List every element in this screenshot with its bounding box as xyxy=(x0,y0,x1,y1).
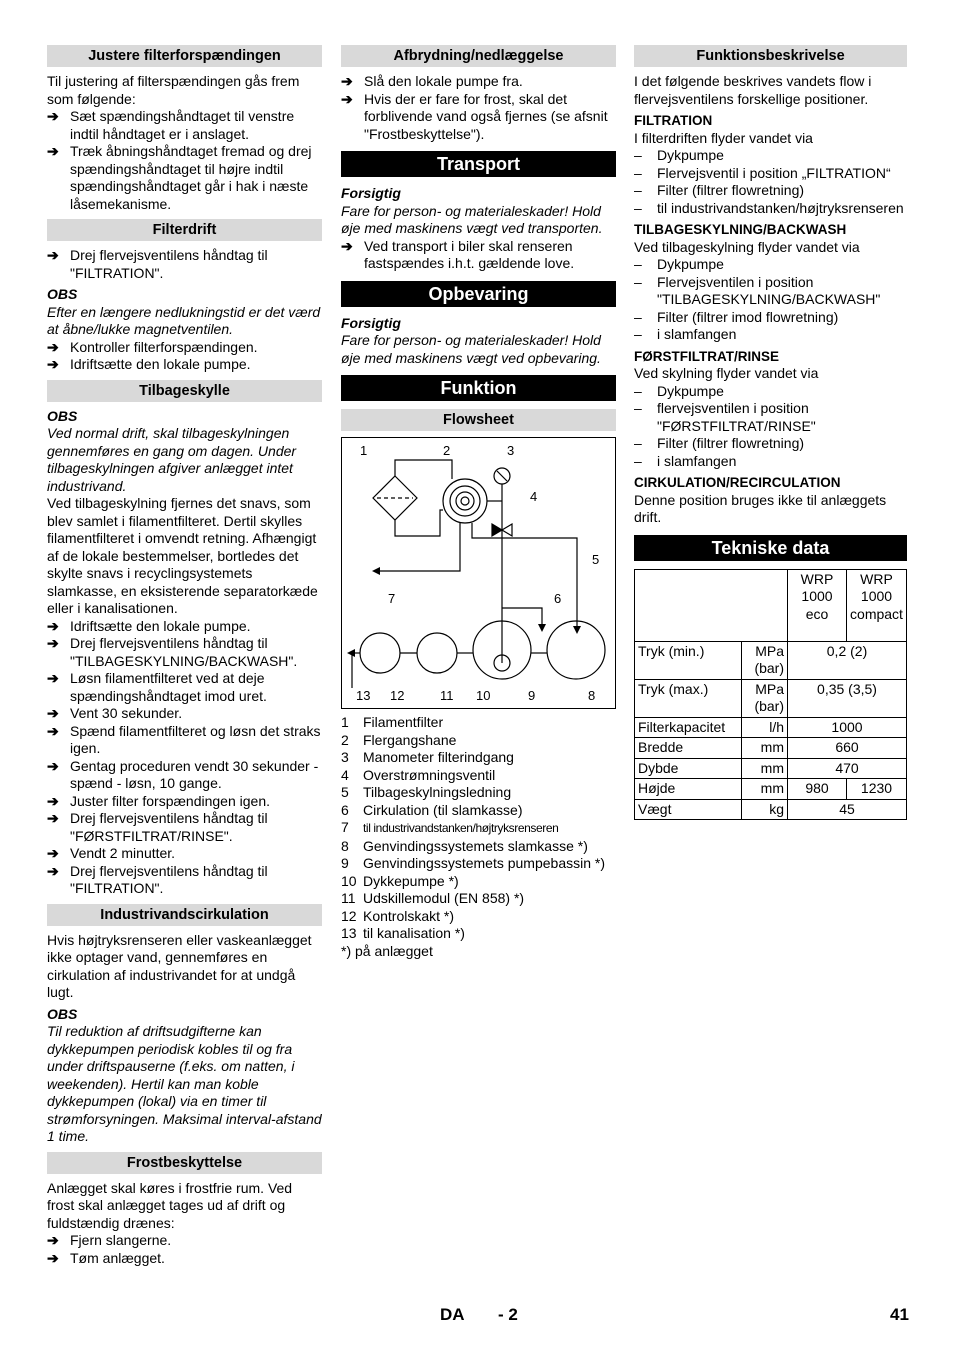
backwash-text: Ved tilbageskylning fjernes det snavs, som blev samlet i filamentfilteret. Dertil skylles filamentfilteret i omvendt retning. Afhængigt af de lokale bestemmelser, bortledes det skylte snavs i recyclingsystemets slamkasse, en eksisterende separatorkæde eller i kanalisationen. xyxy=(47,495,318,616)
step-item: ➔ Hvis der er fare for frost, skal det forblivende vand også fjernes (se afsnit "Frostbeskyttelse"). xyxy=(341,90,608,142)
frost-text: Anlægget skal køres i frostfrie rum. Ved frost skal anlægget tages ud af drift og fuldstændig drænes: xyxy=(47,1179,293,1231)
legend-item: 7 til industrivandstanken/højtryksrenseren xyxy=(341,819,559,835)
table-row: Bredde mm 660 xyxy=(635,738,907,759)
step-item: ➔ Tøm anlægget. xyxy=(47,1249,165,1266)
table-row: Dybde mm 470 xyxy=(635,758,907,779)
flowsheet-svg xyxy=(342,438,615,708)
caution-text: Fare for person- og materialeskader! Hold øje med maskinens vægt ved opbevaring. xyxy=(341,332,601,366)
column-1 xyxy=(47,45,322,1267)
note-label: OBS xyxy=(47,1005,78,1022)
step-item: ➔ Drej flervejsventilens håndtag til "FØRSTFILTRAT/RINSE". xyxy=(47,810,268,844)
backwash-list xyxy=(634,256,907,344)
legend-item: 11 Udskillemodul (EN 858) *) xyxy=(341,890,525,906)
arrow-icon: ➔ xyxy=(47,862,59,879)
sewer-shape xyxy=(360,633,400,673)
diagram-label-12: 12 xyxy=(390,688,405,703)
caution-label: Forsigtig xyxy=(341,314,401,331)
section-title-filter-operation: Filterdrift xyxy=(47,219,322,241)
arrow-icon: ➔ xyxy=(47,1232,59,1248)
arrow-icon: ➔ xyxy=(47,810,59,826)
step-item: ➔ Gentag proceduren vendt 30 sekunder - spænd - løsn, 10 gange. xyxy=(47,757,319,791)
section-title-circulation: Industrivandscirkulation xyxy=(47,904,322,926)
section-title-filter-tension: Justere filterforspændingen xyxy=(47,45,322,67)
frost-steps xyxy=(47,1232,322,1267)
arrow-icon: ➔ xyxy=(47,1249,59,1266)
circulation-text: Hvis højtryksrenseren eller vaskeanlægget ikke optager vand, gennemføres en cirkulation af industrivandet for at undgå lugt. xyxy=(47,931,312,1000)
list-item: – til industrivandstanken/højtryksrenseren xyxy=(634,199,904,216)
table-row: Vægt kg 45 xyxy=(635,799,907,820)
diagram-label-10: 10 xyxy=(476,688,491,703)
arrow-icon: ➔ xyxy=(47,143,59,159)
recirculation-text: Denne position bruges ikke til anlæggets drift. xyxy=(634,491,887,525)
footer-language: DA xyxy=(440,1305,465,1324)
caution-text: Fare for person- og materialeskader! Hold øje med maskinens vægt ved transporten. xyxy=(341,202,603,236)
shutdown-steps xyxy=(341,73,616,143)
diagram-label-4: 4 xyxy=(530,489,538,504)
arrow-icon: ➔ xyxy=(47,247,59,263)
filter-operation-steps-2 xyxy=(47,339,322,374)
list-item: – Dykpumpe xyxy=(634,382,724,399)
filter-operation-steps xyxy=(47,247,322,282)
legend-item: 10 Dykkepumpe *) xyxy=(341,872,459,889)
diagram-label-7: 7 xyxy=(388,591,396,606)
legend-item: 12 Kontrolskakt *) xyxy=(341,907,455,924)
backwash-steps xyxy=(47,618,322,898)
footer-page-number: 41 xyxy=(890,1305,909,1324)
arrow-icon: ➔ xyxy=(47,757,59,774)
flowsheet-legend xyxy=(341,714,616,943)
legend-item: 3 Manometer filterindgang xyxy=(341,749,514,765)
note-text: Til reduktion af driftsudgifterne kan dykkepumpen periodisk kobles til og fra under driftspauserne (f.eks. om natten, i weekenden). Hertil kan man koble dykkepumpen (lokal) via en timer til strømforsyningen. Maksimal interval-afstand 1 time. xyxy=(47,1023,322,1144)
arrow-icon: ➔ xyxy=(47,635,59,651)
rinse-intro: Ved skylning flyder vandet via xyxy=(634,365,819,381)
tech-data-table xyxy=(634,569,907,821)
section-title-frost: Frostbeskyttelse xyxy=(47,1152,322,1174)
section-title-shutdown: Afbrydning/nedlæggelse xyxy=(341,45,616,67)
filtration-title: FILTRATION xyxy=(634,113,713,128)
list-item: – Dykpumpe xyxy=(634,256,724,272)
arrow-icon: ➔ xyxy=(47,705,59,721)
legend-item: 5 Tilbageskylningsledning xyxy=(341,784,512,800)
header-wrp-compact: WRP 1000 compact xyxy=(847,569,907,641)
legend-item: 9 Genvindingssystemets pumpebassin *) xyxy=(341,855,606,871)
step-item: ➔ Drej flervejsventilens håndtag til "FILTRATION". xyxy=(47,247,268,281)
step-item: ➔ Vendt 2 minutter. xyxy=(47,845,176,861)
flowsheet-diagram xyxy=(341,437,616,709)
table-row: Tryk (min.) MPa (bar) 0,2 (2) xyxy=(635,641,907,679)
section-title-backwash: Tilbageskylle xyxy=(47,380,322,402)
rinse-title: FØRSTFILTRAT/RINSE xyxy=(634,348,779,364)
legend-item: 4 Overstrømningsventil xyxy=(341,766,496,783)
step-item: ➔ Drej flervejsventilens håndtag til "FILTRATION". xyxy=(47,862,268,896)
backwash-title: TILBAGESKYLNING/BACKWASH xyxy=(634,222,847,237)
list-item: – i slamfangen xyxy=(634,452,737,469)
list-item: – i slamfangen xyxy=(634,326,737,342)
filtration-list xyxy=(634,147,907,217)
filtration-intro: I filterdriften flyder vandet via xyxy=(634,129,813,146)
caution-label: Forsigtig xyxy=(341,185,401,201)
rinse-list xyxy=(634,383,907,471)
note-text: Efter en længere nedlukningstid er det værd at åbne/lukke magnetventilen. xyxy=(47,303,321,337)
recirculation-title: CIRKULATION/RECIRCULATION xyxy=(634,475,841,490)
table-header-row xyxy=(635,569,907,641)
table-row: Højde mm 980 1230 xyxy=(635,779,907,800)
diagram-label-2: 2 xyxy=(443,443,451,458)
diagram-label-6: 6 xyxy=(554,591,562,606)
arrow-icon: ➔ xyxy=(47,356,59,372)
step-item: ➔ Drej flervejsventilens håndtag til "TILBAGESKYLNING/BACKWASH". xyxy=(47,635,298,669)
function-intro: I det følgende beskrives vandets flow i flervejsventilens forskellige positioner. xyxy=(634,73,872,107)
diagram-label-11: 11 xyxy=(440,688,454,703)
note-label: OBS xyxy=(47,407,78,424)
table-row: Tryk (max.) MPa (bar) 0,35 (3,5) xyxy=(635,679,907,717)
diagram-label-9: 9 xyxy=(528,688,536,703)
note-label: OBS xyxy=(47,286,78,302)
section-title-function-description: Funktionsbeskrivelse xyxy=(634,45,907,67)
arrow-icon: ➔ xyxy=(47,845,59,861)
list-item: – Filter (filtrer flowretning) xyxy=(634,435,805,451)
step-item: ➔ Kontroller filterforspændingen. xyxy=(47,338,258,355)
step-item: ➔ Træk åbningshåndtaget fremad og drej spændingshåndtaget til højre indtil spændingshåndtaget går i hak i næste låsemekanisme. xyxy=(47,143,312,212)
step-item: ➔ Slå den lokale pumpe fra. xyxy=(341,73,523,89)
diagram-label-1: 1 xyxy=(360,443,368,458)
step-item: ➔ Idriftsætte den lokale pumpe. xyxy=(47,356,251,372)
arrow-icon: ➔ xyxy=(341,90,353,107)
step-item: ➔ Fjern slangerne. xyxy=(47,1232,172,1248)
arrow-icon: ➔ xyxy=(47,338,59,355)
legend-item: 8 Genvindingssystemets slamkasse *) xyxy=(341,837,588,854)
list-item: – Filter (filtrer imod flowretning) xyxy=(634,308,839,325)
step-item: ➔ Løsn filamentfilteret ved at deje spændingshåndtaget imod uret. xyxy=(47,670,267,704)
header-wrp-eco: WRP 1000 eco xyxy=(788,569,847,641)
arrow-icon: ➔ xyxy=(47,722,59,739)
list-item: – Dykpumpe xyxy=(634,147,724,163)
diagram-label-13: 13 xyxy=(356,688,371,703)
arrow-icon: ➔ xyxy=(47,670,59,686)
note-text: Ved normal drift, skal tilbageskylningen gennemføres en gang om dagen. Under tilbageskylningen afgiver anlægget intet industrivand. xyxy=(47,425,297,494)
diagram-label-5: 5 xyxy=(592,552,600,567)
section-title-transport: Transport xyxy=(341,151,616,177)
control-shaft-shape xyxy=(417,633,457,673)
section-title-flowsheet: Flowsheet xyxy=(341,409,616,431)
step-item: ➔ Spænd filamentfilteret og løsn det straks igen. xyxy=(47,722,321,756)
transport-steps xyxy=(341,238,616,273)
diagram-label-8: 8 xyxy=(588,688,596,703)
list-item: – Flervejsventilen i position "TILBAGESKYLNING/BACKWASH" xyxy=(634,273,881,307)
filter-tension-intro: Til justering af filterspændingen gås frem som følgende: xyxy=(47,73,300,107)
step-item: ➔ Ved transport i biler skal renseren fastspændes i.h.t. gældende love. xyxy=(341,237,575,271)
step-item: ➔ Sæt spændingshåndtaget til venstre indtil håndtaget er i anslaget. xyxy=(47,108,295,142)
filter-tension-steps xyxy=(47,108,322,213)
legend-note: *) på anlægget xyxy=(341,942,433,959)
legend-item: 1 Filamentfilter xyxy=(341,714,444,730)
legend-item: 2 Flergangshane xyxy=(341,731,457,748)
legend-item: 13 til kanalisation *) xyxy=(341,925,465,941)
column-3 xyxy=(634,45,907,820)
arrow-icon: ➔ xyxy=(47,108,59,124)
step-item: ➔ Idriftsætte den lokale pumpe. xyxy=(47,617,251,634)
arrow-icon: ➔ xyxy=(341,73,353,89)
backwash-intro: Ved tilbageskylning flyder vandet via xyxy=(634,238,860,255)
column-2 xyxy=(341,45,616,960)
table-row: Filterkapacitet l/h 1000 xyxy=(635,717,907,738)
step-item: ➔ Juster filter forspændingen igen. xyxy=(47,792,270,809)
list-item: – Flervejsventil i position „FILTRATION“ xyxy=(634,164,891,181)
section-title-function: Funktion xyxy=(341,375,616,401)
section-title-storage: Opbevaring xyxy=(341,281,616,307)
arrow-icon: ➔ xyxy=(47,792,59,809)
list-item: – flervejsventilen i position "FØRSTFILTRAT/RINSE" xyxy=(634,400,816,434)
arrow-icon: ➔ xyxy=(47,617,59,634)
diagram-label-3: 3 xyxy=(507,443,515,458)
step-item: ➔ Vent 30 sekunder. xyxy=(47,705,183,721)
legend-item: 6 Cirkulation (til slamkasse) xyxy=(341,801,523,818)
footer-subpage: - 2 xyxy=(498,1305,518,1324)
section-title-tech-data: Tekniske data xyxy=(634,535,907,561)
arrow-icon: ➔ xyxy=(341,237,353,254)
list-item: – Filter (filtrer flowretning) xyxy=(634,182,805,198)
